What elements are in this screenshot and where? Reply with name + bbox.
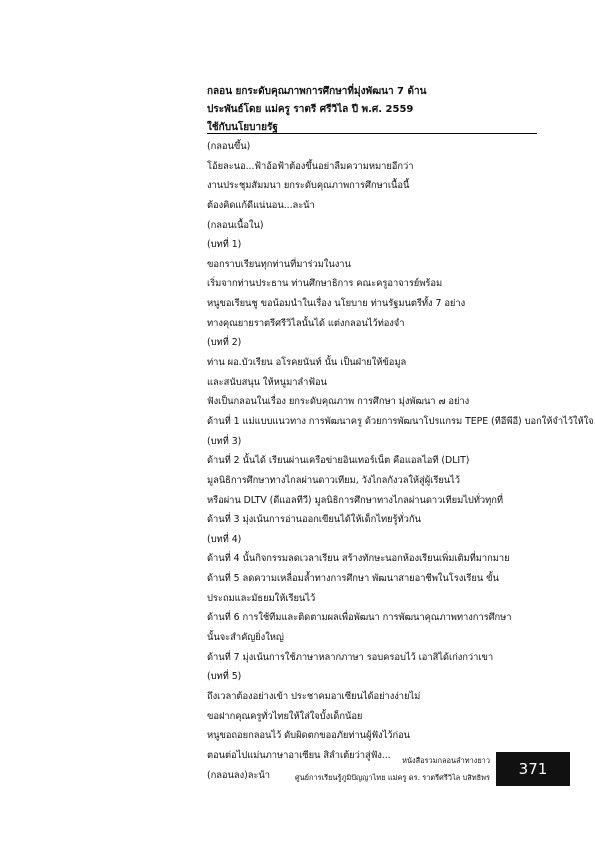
poem-line: (บทที่ 2) — [207, 337, 242, 349]
poem-line: ด้านที่ 2 นั้นได้ เรียนผ่านเครือข่ายอินเทอร์เน็ต คือแอลไอที (DLIT) — [207, 455, 470, 467]
footer-book-title: หนังสือรวมกลอนลำทางยาว — [402, 756, 490, 765]
poem-line: ตอนต่อไปแม่นภาษาอาเซียน สิลำเต้ยว่าสู่ฟัง... — [207, 749, 391, 761]
page-number: 371 — [496, 752, 570, 786]
header-block — [207, 83, 537, 137]
poem-line: ขอฝากคุณครูทั่วไทยให้ใส่ใจบั้งเด็กน้อย — [207, 710, 363, 722]
poem-line: ด้านที่ 7 มุ่งเน้นการใช้ภาษาหลากภาษา รอบครอบไว้ เอาสิได้เก่งกว่าเขา — [207, 651, 494, 663]
poem-line: โอ้ยละนอ...ฟ้าอ้อฟ้าต้องขึ้นอย่าลืมความหมายอีกว่า — [207, 160, 414, 172]
poem-line: (บทที่ 4) — [207, 533, 242, 545]
poem-line: ด้านที่ 3 มุ่งเน้นการอ่านออกเขียนได้ให้เด็กไทยรู้ทั่วกัน — [207, 514, 421, 526]
poem-line: เริ่มจากท่านประธาน ท่านศึกษาธิการ คณะครูอาจารย์พร้อม — [207, 278, 443, 290]
poem-line: ประถมและมัธยมให้เรียนไว้ — [207, 592, 316, 604]
poem-body — [207, 137, 594, 785]
poem-line: ต้องคิดแก้ดีแน่นอน...ละน้า — [207, 199, 315, 211]
poem-line: (กลอนลง)ละน้า — [207, 769, 270, 781]
poem-line: (บทที่ 5) — [207, 671, 242, 683]
poem-line: ด้านที่ 4 นั้นกิจกรรมลดเวลาเรียน สร้างทักษะนอกห้องเรียนเพิ่มเติมที่มากมาย — [207, 553, 510, 565]
poem-line: (กลอนขึ้น) — [207, 141, 251, 152]
poem-line: หนูขอถอยกลอนไว้ ดับผิดตกขออภัยท่านผู้ฟังไว้ก่อน — [207, 730, 411, 742]
poem-line: ถึงเวลาต้องอย่างเข้า ประชาคมอาเซียนได้อย่างง่ายไม่ — [207, 690, 421, 702]
poem-line: ฟังเป็นกลอนในเรื่อง ยกระดับคุณภาพ การศึกษา มุ่งพัฒนา ๗ อย่าง — [207, 396, 470, 408]
poem-author: ประพันธ์โดย แม่ครู ราตรี ศรีวิไล ปี พ.ศ. 2559 — [207, 104, 414, 115]
poem-line: หนูขอเรียนชู ขอน้อมนำในเรื่อง นโยบาย ท่านรัฐมนตรีทั้ง 7 อย่าง — [207, 298, 466, 310]
poem-line: หรือผ่าน DLTV (ดีแอลทีวี) มูลนิธิการศึกษาทางไกลผ่านดาวเทียมไปทั่วทุกที่ — [207, 494, 504, 506]
footer-center-name: ศูนย์การเรียนรู้ภูมิปัญญาไทย แม่ครู ดร. ราตรีศรีวิไล บสิทธิพร — [294, 773, 490, 782]
usage-note: ใช้กับนโยบายรัฐ — [207, 122, 278, 133]
poem-line: (บทที่ 3) — [207, 435, 242, 447]
poem-line: และสนับสนุน ให้หนูมาลำฟ้อน — [207, 376, 327, 388]
poem-line: ด้านที่ 6 การใช้ทีมและติดตามผลเพื่อพัฒนา การพัฒนาคุณภาพทางการศึกษา — [207, 612, 512, 624]
header-divider — [207, 133, 537, 134]
poem-line: มูลนิธิการศึกษาทางไกลผ่านดาวเทียม, วังไกลกังวลให้สู่ผู้เรียนไว้ — [207, 474, 460, 486]
footer — [280, 752, 570, 792]
poem-line: ด้านที่ 1 แม่แบบแนวทาง การพัฒนาครู ด้วยการพัฒนาโปรแกรม TEPE (ทีอีพีอี) บอกให้จำไว้ให้ใจ — [207, 415, 594, 427]
poem-line: (บทที่ 1) — [207, 239, 242, 251]
poem-line: ท่าน ผอ.บัวเรียน อโรคยนันท์ นั้น เป็นฝ่ายให้ข้อมูล — [207, 357, 407, 369]
poem-line: ด้านที่ 5 ลดความเหลื่อมล้ำทางการศึกษา พัฒนาสายอาชีพในโรงเรียน ขั้น — [207, 573, 499, 585]
poem-line: งานประชุมสัมมนา ยกระดับคุณภาพการศึกษาเนื้อนี้ — [207, 180, 410, 192]
poem-line: ทางคุณยายราตรีศรีวิไลนั้นได้ แต่งกลอนไว้ท่องจำ — [207, 317, 405, 329]
poem-line: นั้นจะสำคัญยิ่งใหญ่ — [207, 632, 284, 644]
poem-line: (กลอนเนื้อใน) — [207, 219, 264, 231]
poem-title: กลอน ยกระดับคุณภาพการศึกษาที่มุ่งพัฒนา 7 ด้าน — [207, 86, 427, 97]
poem-line: ขอกราบเรียนทุกท่านที่มาร่วมในงาน — [207, 258, 351, 270]
footer-credits — [295, 752, 490, 786]
